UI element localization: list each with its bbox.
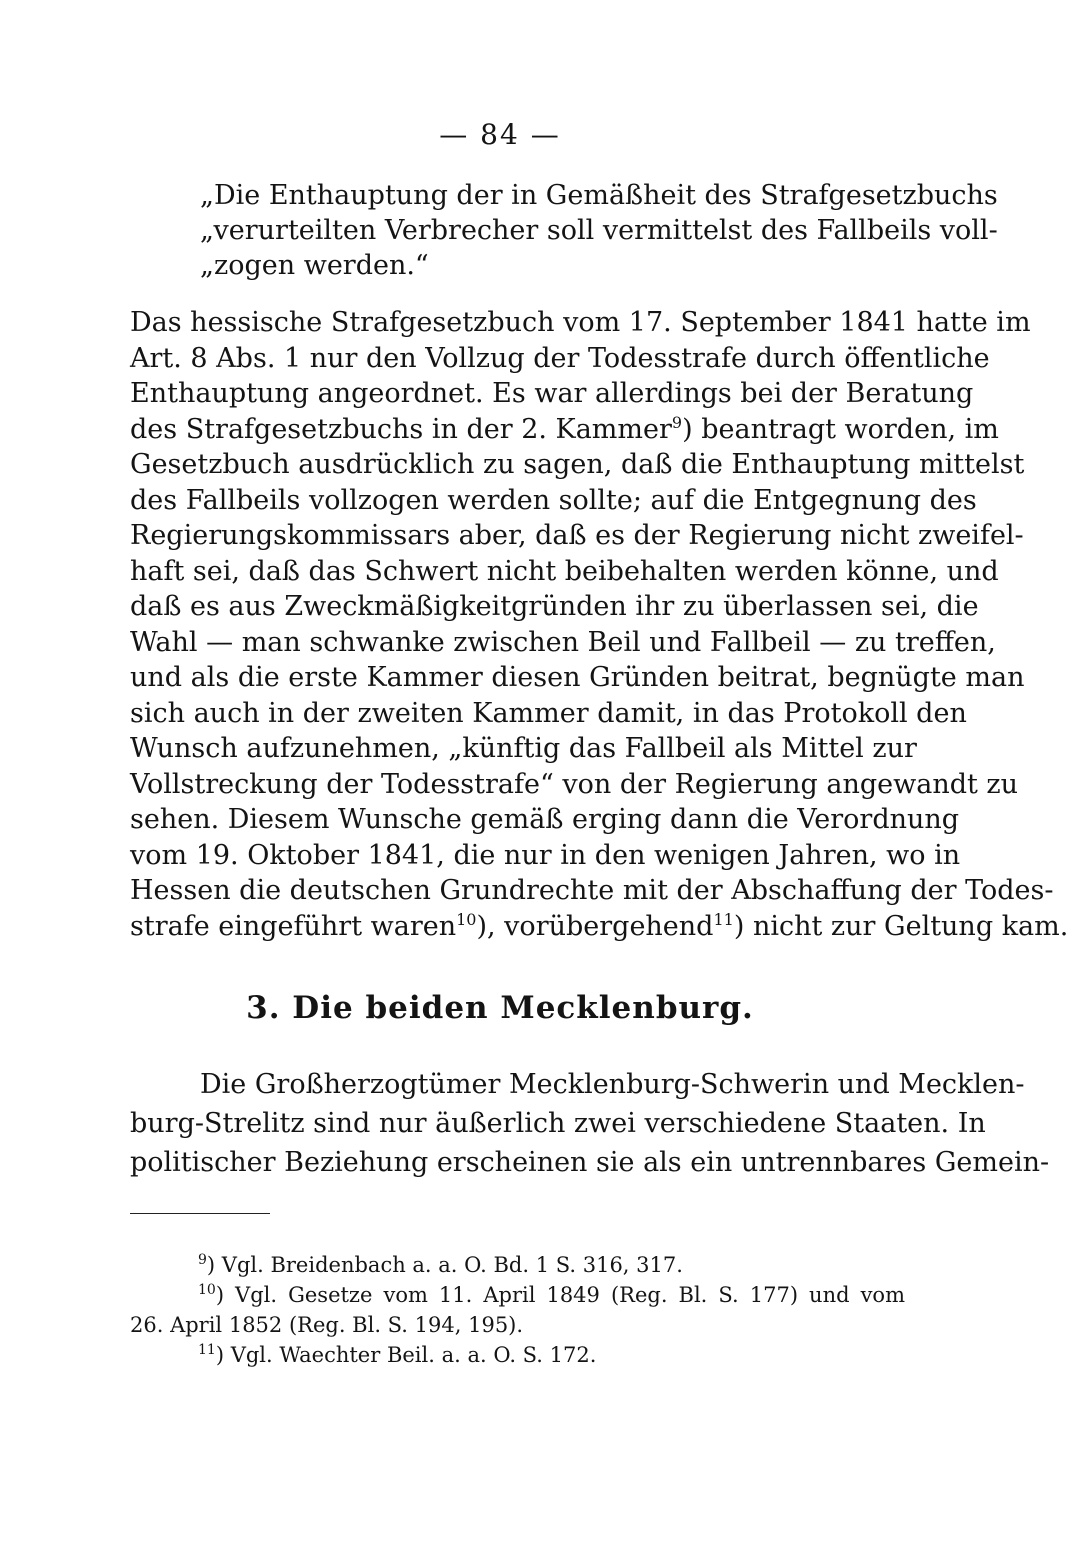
quote-line: „verurteilten Verbrecher soll vermittelst des Fallbeils voll- (200, 215, 998, 246)
quote-line: „Die Enthauptung der in Gemäßheit des Strafgesetzbuchs (200, 180, 998, 211)
text-line: vom 19. Oktober 1841, die nur in den wenigen Jahren, wo in (130, 839, 961, 871)
footnote-reference: 9 (671, 412, 683, 432)
footnote-text: ) Vgl. Breidenbach a. a. O. Bd. 1 S. 316, 317. (206, 1253, 683, 1277)
text-segment: des Strafgesetzbuchs in der 2. Kammer (130, 413, 672, 445)
footnote-mark: 9 (198, 1252, 207, 1268)
text-line: Das hessische Strafgesetzbuch vom 17. September 1841 hatte im (130, 307, 1031, 338)
text-line: Regierungskommissars aber, daß es der Regierung nicht zweifel- (130, 520, 1024, 551)
text-line: daß es aus Zweckmäßigkeitgründen ihr zu überlassen sei, die (130, 591, 979, 622)
footnote-mark: 10 (198, 1282, 216, 1298)
text-line (130, 412, 999, 448)
footnote-10 (130, 1280, 905, 1310)
text-segment: ), vorübergehend (476, 910, 714, 942)
text-segment: ) nicht zur Geltung kam. (733, 910, 1068, 942)
footnotes (130, 1250, 905, 1370)
text-line: Wahl — man schwanke zwischen Beil und Fallbeil — zu treffen, (130, 626, 996, 658)
text-segment: ) beantragt worden, im (682, 413, 999, 445)
footnote-divider (130, 1213, 270, 1214)
text-line: Art. 8 Abs. 1 nur den Vollzug der Todesstrafe durch öffentliche (130, 342, 990, 374)
footnote-mark: 11 (198, 1342, 216, 1358)
footnote-11 (130, 1340, 905, 1370)
footnote-reference: 10 (456, 909, 477, 929)
footnote-reference: 11 (713, 909, 734, 929)
text-line: burg-Strelitz sind nur äußerlich zwei verschiedene Staaten. In (130, 1108, 986, 1139)
quote-block (200, 178, 998, 283)
text-line: sehen. Diesem Wunsche gemäß erging dann die Verordnung (130, 804, 960, 835)
text-line: Hessen die deutschen Grundrechte mit der Abschaffung der Todes- (130, 875, 1054, 906)
footnote-9 (130, 1250, 905, 1280)
footnote-text: ) Vgl. Gesetze vom 11. April 1849 (Reg. Bl. S. 177) und vom (215, 1283, 905, 1307)
quote-line: „zogen werden.“ (200, 250, 429, 281)
text-line: des Fallbeils vollzogen werden sollte; auf die Entgegnung des (130, 484, 977, 516)
text-line: Enthauptung angeordnet. Es war allerdings bei der Beratung (130, 378, 974, 409)
text-line: Vollstreckung der Todesstrafe“ von der Regierung angewandt zu (130, 768, 1019, 800)
text-line (130, 909, 1068, 945)
footnote-10-continued: 26. April 1852 (Reg. Bl. S. 194, 195). (130, 1313, 524, 1337)
text-line: Wunsch aufzunehmen, „künftig das Fallbeil als Mittel zur (130, 733, 917, 764)
text-line: politischer Beziehung erscheinen sie als ein untrennbares Gemein- (130, 1147, 1050, 1178)
text-line: Gesetzbuch ausdrücklich zu sagen, daß die Enthauptung mittelst (130, 449, 1025, 480)
text-line: und als die erste Kammer diesen Gründen beitrat, begnügte man (130, 662, 1025, 693)
footnote-text: ) Vgl. Waechter Beil. a. a. O. S. 172. (215, 1343, 597, 1367)
text-line: haft sei, daß das Schwert nicht beibehalten werden könne, und (130, 555, 999, 587)
section-heading: 3. Die beiden Mecklenburg. (246, 990, 754, 1026)
text-segment: strafe eingeführt waren (130, 910, 457, 942)
page-number: — 84 — (439, 118, 561, 151)
section-paragraph (130, 1065, 1050, 1182)
paragraph-1 (130, 305, 1068, 944)
text-line: sich auch in der zweiten Kammer damit, in das Protokoll den (130, 697, 967, 729)
text-line: Die Großherzogtümer Mecklenburg-Schwerin und Mecklen- (200, 1069, 1025, 1100)
